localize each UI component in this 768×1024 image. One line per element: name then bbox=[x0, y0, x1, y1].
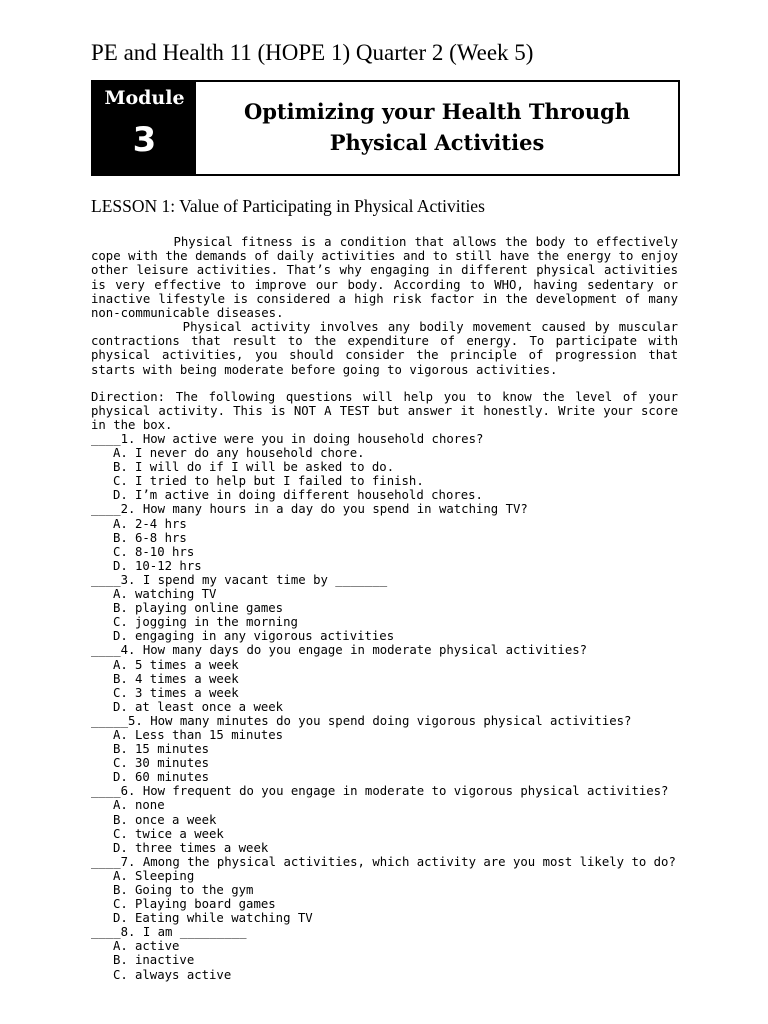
option-text: 8-10 hrs bbox=[135, 544, 195, 559]
option-letter: C. bbox=[113, 544, 128, 559]
option-letter: D. bbox=[113, 488, 128, 503]
option-text: watching TV bbox=[135, 587, 217, 602]
answer-option bbox=[91, 446, 691, 460]
answer-option bbox=[91, 686, 691, 700]
option-text: 10-12 hrs bbox=[135, 558, 202, 573]
answer-option bbox=[91, 911, 691, 925]
option-letter: A. bbox=[113, 798, 128, 813]
option-text: 4 times a week bbox=[135, 671, 239, 686]
answer-option bbox=[91, 587, 691, 601]
option-text: always active bbox=[135, 967, 232, 982]
question-item bbox=[91, 432, 691, 502]
option-letter: B. bbox=[113, 742, 128, 757]
answer-option bbox=[91, 756, 691, 770]
answer-option bbox=[91, 629, 691, 643]
option-letter: D. bbox=[113, 629, 128, 644]
answer-option bbox=[91, 897, 691, 911]
module-label: Module bbox=[104, 87, 185, 109]
question-item bbox=[91, 714, 691, 784]
answer-option bbox=[91, 869, 691, 883]
option-letter: B. bbox=[113, 812, 128, 827]
option-text: Less than 15 minutes bbox=[135, 727, 284, 742]
option-text: Going to the gym bbox=[135, 883, 254, 897]
option-letter: B. bbox=[113, 530, 128, 545]
module-title bbox=[196, 96, 678, 158]
answer-option bbox=[91, 742, 691, 756]
answer-option bbox=[91, 545, 691, 559]
option-text: I’m active in doing different household chores. bbox=[135, 488, 483, 503]
paragraph-physical-activity: Physical activity involves any bodily movement caused by muscular contractions that result to the expenditure of energy. To participate with physical activities, you should consider the principle of progression that starts with being moderate before going to vigorous activities. bbox=[91, 320, 678, 377]
option-letter: D. bbox=[113, 840, 128, 855]
answer-option bbox=[91, 953, 691, 967]
option-text: 2-4 hrs bbox=[135, 516, 187, 531]
answer-option bbox=[91, 883, 691, 897]
answer-option bbox=[91, 728, 691, 742]
option-text: at least once a week bbox=[135, 699, 284, 714]
module-number: 3 bbox=[132, 120, 157, 160]
option-letter: A. bbox=[113, 446, 128, 461]
option-letter: B. bbox=[113, 953, 128, 968]
answer-option bbox=[91, 770, 691, 784]
option-text: Eating while watching TV bbox=[135, 911, 313, 926]
option-letter: C. bbox=[113, 615, 128, 630]
answer-option bbox=[91, 531, 691, 545]
option-text: 6-8 hrs bbox=[135, 530, 187, 545]
question-text: ____1. How active were you in doing household chores? bbox=[91, 432, 484, 446]
answer-option bbox=[91, 658, 691, 672]
question-text: ____3. I spend my vacant time by _______ bbox=[91, 572, 388, 587]
option-text: playing online games bbox=[135, 601, 284, 616]
option-text: I tried to help but I failed to finish. bbox=[135, 474, 424, 489]
option-letter: C. bbox=[113, 474, 128, 489]
option-text: 60 minutes bbox=[135, 770, 210, 785]
question-text: ____8. I am _________ bbox=[91, 925, 247, 940]
option-letter: C. bbox=[113, 826, 128, 841]
option-letter: D. bbox=[113, 770, 128, 785]
module-title-line-2: Physical Activities bbox=[329, 130, 545, 155]
option-letter: A. bbox=[113, 516, 128, 531]
answer-option bbox=[91, 559, 691, 573]
option-text: I will do if I will be asked to do. bbox=[135, 460, 395, 475]
option-letter: C. bbox=[113, 756, 128, 771]
question-text: ____2. How many hours in a day do you spend in watching TV? bbox=[91, 502, 528, 517]
option-text: jogging in the morning bbox=[135, 615, 298, 630]
question-list bbox=[91, 432, 691, 982]
module-badge bbox=[93, 82, 196, 174]
answer-option bbox=[91, 968, 691, 982]
option-text: 3 times a week bbox=[135, 685, 239, 700]
option-letter: A. bbox=[113, 727, 128, 742]
option-text: none bbox=[135, 798, 165, 813]
option-text: twice a week bbox=[135, 826, 224, 841]
answer-option bbox=[91, 517, 691, 531]
option-letter: D. bbox=[113, 699, 128, 714]
option-text: 30 minutes bbox=[135, 756, 210, 771]
option-text: I never do any household chore. bbox=[135, 446, 365, 461]
answer-option bbox=[91, 615, 691, 629]
option-letter: C. bbox=[113, 967, 128, 982]
answer-option bbox=[91, 827, 691, 841]
answer-option bbox=[91, 488, 691, 502]
question-item bbox=[91, 855, 691, 925]
question-item bbox=[91, 573, 691, 643]
option-text: 5 times a week bbox=[135, 657, 239, 672]
question-text: _____5. How many minutes do you spend doing vigorous physical activities? bbox=[91, 713, 632, 728]
option-letter: C. bbox=[113, 897, 128, 912]
answer-option bbox=[91, 798, 691, 812]
option-letter: D. bbox=[113, 911, 128, 926]
option-letter: B. bbox=[113, 883, 128, 897]
module-title-line-1: Optimizing your Health Through bbox=[243, 99, 631, 124]
answer-option bbox=[91, 672, 691, 686]
option-letter: A. bbox=[113, 657, 128, 672]
option-text: engaging in any vigorous activities bbox=[135, 629, 395, 644]
option-letter: A. bbox=[113, 587, 128, 602]
answer-option bbox=[91, 841, 691, 855]
option-text: 15 minutes bbox=[135, 742, 210, 757]
question-item bbox=[91, 502, 691, 572]
option-letter: A. bbox=[113, 939, 128, 954]
option-letter: B. bbox=[113, 601, 128, 616]
page-header: PE and Health 11 (HOPE 1) Quarter 2 (Week 5) bbox=[91, 40, 534, 65]
module-banner bbox=[91, 80, 680, 176]
question-text: ____4. How many days do you engage in moderate physical activities? bbox=[91, 643, 588, 658]
option-text: inactive bbox=[135, 953, 195, 968]
question-item bbox=[91, 925, 691, 981]
option-letter: A. bbox=[113, 868, 128, 883]
answer-option bbox=[91, 460, 691, 474]
paragraph-physical-fitness: Physical fitness is a condition that allows the body to effectively cope with the demands of daily activities and to still have the energy to enjoy other leisure activities. That’s why engaging in different physical activities is very effective to improve our body. According to WHO, having sedentary or inactive lifestyle is considered a high risk factor in the development of many non-communicable diseases. bbox=[91, 235, 678, 321]
option-letter: D. bbox=[113, 558, 128, 573]
option-text: Sleeping bbox=[135, 868, 195, 883]
answer-option bbox=[91, 601, 691, 615]
lesson-title: LESSON 1: Value of Participating in Physical Activities bbox=[91, 196, 485, 216]
question-item bbox=[91, 643, 691, 713]
answer-option bbox=[91, 474, 691, 488]
option-letter: C. bbox=[113, 685, 128, 700]
option-letter: B. bbox=[113, 460, 128, 475]
question-item bbox=[91, 784, 691, 854]
option-text: once a week bbox=[135, 812, 217, 827]
answer-option bbox=[91, 700, 691, 714]
option-text: three times a week bbox=[135, 840, 269, 855]
option-text: Playing board games bbox=[135, 897, 276, 912]
question-text: ____7. Among the physical activities, which activity are you most likely to do? bbox=[91, 854, 676, 869]
direction-text: Direction: The following questions will help you to know the level of your physical activity. This is NOT A TEST but answer it honestly. Write your score in the box. bbox=[91, 390, 678, 433]
question-text: ____6. How frequent do you engage in moderate to vigorous physical activities? bbox=[91, 784, 669, 799]
answer-option bbox=[91, 813, 691, 827]
answer-option bbox=[91, 939, 691, 953]
option-letter: B. bbox=[113, 671, 128, 686]
option-text: active bbox=[135, 939, 180, 954]
